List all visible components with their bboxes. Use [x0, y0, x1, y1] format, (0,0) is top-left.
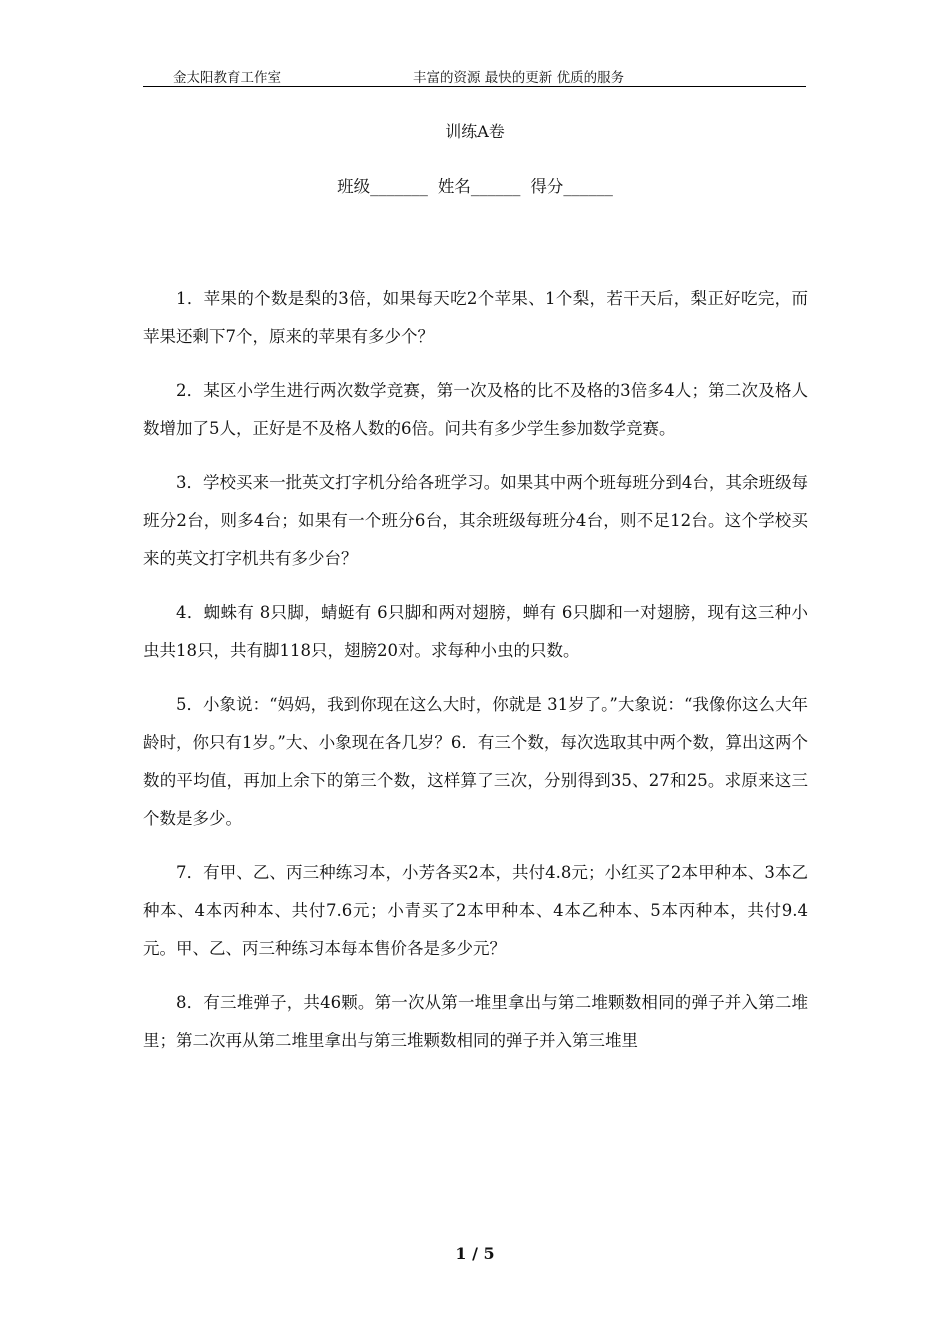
question-5-6: 5．小象说：“妈妈，我到你现在这么大时，你就是 31岁了。”大象说：“我像你这么大年龄时，你只有1岁。”大、小象现在各几岁？6．有三个数，每次选取其中两个数，算出这两个数的平均值，再加上余下的第三个数，这样算了三次，分别得到35、27和25。求原来这三个数是多少。 — [143, 695, 808, 828]
header-right-text: 丰富的资源 最快的更新 优质的服务 — [413, 70, 625, 86]
question-1: 1．苹果的个数是梨的3倍，如果每天吃2个苹果、1个梨，若干天后，梨正好吃完，而苹果还剩下7个，原来的苹果有多少个？ — [143, 289, 808, 346]
question-3: 3．学校买来一批英文打字机分给各班学习。如果其中两个班每班分到4台，其余班级每班分2台，则多4台；如果有一个班分6台，其余班级每班分4台，则不足12台。这个学校买来的英文打字机共有多少台？ — [143, 473, 808, 568]
question-8: 8．有三堆弹子，共46颗。第一次从第一堆里拿出与第二堆颗数相同的弹子并入第二堆里；第二次再从第二堆里拿出与第三堆颗数相同的弹子并入第三堆里 — [143, 993, 808, 1050]
question-list — [143, 280, 808, 1076]
class-field: 班级_______ — [337, 177, 428, 196]
name-field: 姓名______ — [437, 177, 521, 196]
question-4: 4．蜘蛛有 8只脚，蜻蜓有 6只脚和两对翅膀，蝉有 6只脚和一对翅膀，现有这三种小虫共18只，共有脚118只，翅膀20对。求每种小虫的只数。 — [143, 603, 808, 660]
score-field: 得分______ — [530, 177, 613, 196]
question-7: 7．有甲、乙、丙三种练习本，小芳各买2本，共付4.8元；小红买了2本甲种本、3本乙种本、4本丙种本、共付7.6元；小青买了2本甲种本、4本乙种本、5本丙种本，共付9.4元。甲、乙、丙三种练习本每本售价各是多少元？ — [143, 863, 808, 958]
page-header — [143, 66, 806, 87]
page-number: 1 / 5 — [455, 1244, 495, 1263]
question-2: 2．某区小学生进行两次数学竞赛，第一次及格的比不及格的3倍多4人；第二次及格人数增加了5人，正好是不及格人数的6倍。问共有多少学生参加数学竞赛。 — [143, 381, 808, 438]
header-left-text: 金太阳教育工作室 — [173, 70, 281, 86]
student-info-line — [0, 173, 950, 197]
worksheet-title: 训练A卷 — [445, 122, 505, 141]
